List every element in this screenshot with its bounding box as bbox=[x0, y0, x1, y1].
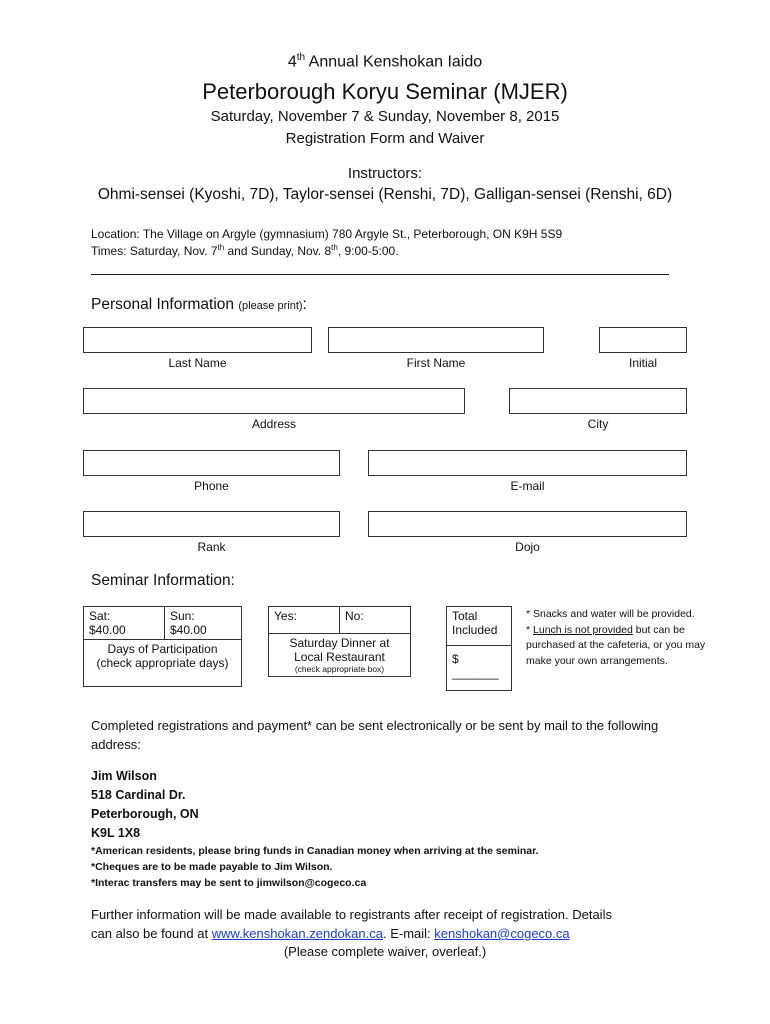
dinner-no-label: No: bbox=[345, 609, 364, 623]
times-line bbox=[91, 243, 399, 258]
personal-info-note: (please print) bbox=[238, 300, 303, 312]
edition-suffix: th bbox=[296, 52, 306, 63]
times-sup-1: th bbox=[217, 243, 225, 252]
dinner-yes-label: Yes: bbox=[274, 609, 297, 623]
phone-label: Phone bbox=[194, 479, 229, 493]
sat-price: $40.00 bbox=[89, 623, 126, 637]
rank-label: Rank bbox=[197, 540, 226, 554]
email-label: E-mail bbox=[510, 479, 545, 493]
dinner-caption-line3: (check appropriate box) bbox=[294, 664, 385, 674]
website-link[interactable]: www.kenshokan.zendokan.ca bbox=[211, 926, 383, 941]
first-name-field[interactable] bbox=[328, 327, 544, 353]
further-info-mid: . E-mail: bbox=[382, 926, 435, 941]
instructors-heading: Instructors: bbox=[347, 165, 423, 182]
last-name-field[interactable] bbox=[83, 327, 312, 353]
total-label-cell bbox=[447, 607, 512, 646]
further-info bbox=[91, 905, 731, 943]
personal-info-heading bbox=[91, 296, 307, 314]
mailing-address bbox=[91, 767, 199, 843]
payment-notes bbox=[91, 843, 539, 891]
snacks-lunch-note bbox=[526, 607, 716, 669]
phone-field[interactable] bbox=[83, 450, 340, 476]
city-field[interactable] bbox=[509, 388, 687, 414]
rank-field[interactable] bbox=[83, 511, 340, 537]
payment-paragraph: Completed registrations and payment* can be sent electronically or be sent by mail to the following address: bbox=[91, 718, 659, 752]
times-text-a: Times: Saturday, Nov. 7 bbox=[91, 244, 218, 258]
total-amount-cell[interactable] bbox=[447, 646, 512, 691]
sun-label: Sun: bbox=[170, 609, 195, 623]
payment-note: *Interac transfers may be sent to jimwilson@cogeco.ca bbox=[91, 877, 367, 889]
lunch-note-prefix: * bbox=[526, 623, 534, 636]
edition-text: Annual Kenshokan Iaido bbox=[308, 53, 483, 71]
instructors-list: Ohmi-sensei (Kyoshi, 7D), Taylor-sensei (Renshi, 7D), Galligan-sensei (Renshi, 6D) bbox=[97, 186, 673, 203]
days-caption bbox=[84, 640, 242, 687]
email-link[interactable]: kenshokan@cogeco.ca bbox=[434, 926, 570, 941]
dinner-no-cell[interactable] bbox=[340, 607, 411, 634]
sun-checkbox-cell[interactable] bbox=[165, 607, 242, 640]
address-field[interactable] bbox=[83, 388, 465, 414]
days-caption-line1: Days of Participation bbox=[107, 642, 218, 656]
lunch-note-underlined: Lunch is not provided bbox=[533, 623, 633, 636]
last-name-label: Last Name bbox=[168, 356, 227, 370]
initial-label: Initial bbox=[628, 356, 657, 370]
event-dates: Saturday, November 7 & Sunday, November 8, 2015 bbox=[210, 108, 560, 125]
further-info-line2 bbox=[91, 924, 731, 943]
further-info-prefix: can also be found at bbox=[91, 926, 212, 941]
sat-label: Sat: bbox=[89, 609, 111, 623]
address-line: Jim Wilson bbox=[91, 769, 157, 783]
dinner-yes-cell[interactable] bbox=[269, 607, 340, 634]
total-blank: _______ bbox=[452, 666, 499, 680]
initial-field[interactable] bbox=[599, 327, 687, 353]
payment-note: *Cheques are to be made payable to Jim Wilson. bbox=[91, 861, 333, 873]
sun-price: $40.00 bbox=[170, 623, 207, 637]
total-table bbox=[446, 606, 512, 691]
total-label-line1: Total bbox=[452, 609, 478, 623]
dojo-label: Dojo bbox=[515, 540, 540, 554]
lunch-note bbox=[526, 623, 716, 670]
payment-note: *American residents, please bring funds in Canadian money when arriving at the seminar. bbox=[91, 845, 539, 857]
times-text-b: and Sunday, Nov. 8 bbox=[224, 244, 332, 258]
times-sup-2: th bbox=[331, 243, 338, 252]
times-text-c: , 9:00-5:00. bbox=[337, 244, 399, 258]
email-field[interactable] bbox=[368, 450, 687, 476]
address-label: Address bbox=[251, 417, 297, 431]
sat-checkbox-cell[interactable] bbox=[84, 607, 165, 640]
form-title: Registration Form and Waiver bbox=[285, 130, 485, 147]
dinner-caption-line1: Saturday Dinner at bbox=[289, 636, 390, 650]
location-line: Location: The Village on Argyle (gymnasium) 780 Argyle St., Peterborough, ON K9H 5S9 bbox=[91, 227, 563, 241]
further-info-line1: Further information will be made available to registrants after receipt of registration. Details bbox=[91, 907, 612, 922]
days-caption-line2: (check appropriate days) bbox=[96, 656, 229, 670]
total-currency: $ bbox=[452, 652, 459, 666]
address-line: Peterborough, ON bbox=[91, 807, 199, 821]
city-label: City bbox=[587, 417, 609, 431]
edition-number: 4 bbox=[287, 53, 297, 71]
dojo-field[interactable] bbox=[368, 511, 687, 537]
dinner-caption bbox=[269, 634, 411, 677]
total-label-line2: Included bbox=[452, 623, 498, 637]
seminar-info-heading: Seminar Information: bbox=[91, 572, 235, 589]
event-edition bbox=[0, 52, 770, 71]
snacks-note: * Snacks and water will be provided. bbox=[526, 608, 695, 620]
days-table bbox=[83, 606, 242, 687]
dinner-caption-line2: Local Restaurant bbox=[294, 650, 385, 664]
waiver-note: (Please complete waiver, overleaf.) bbox=[283, 944, 487, 959]
address-line: 518 Cardinal Dr. bbox=[91, 788, 186, 802]
address-line: K9L 1X8 bbox=[91, 826, 141, 840]
personal-info-colon: : bbox=[302, 296, 307, 313]
divider bbox=[91, 274, 669, 275]
dinner-table bbox=[268, 606, 411, 677]
page-title: Peterborough Koryu Seminar (MJER) bbox=[202, 79, 568, 104]
first-name-label: First Name bbox=[406, 356, 466, 370]
personal-info-title: Personal Information bbox=[91, 296, 235, 313]
lunch-note-rest: but can be purchased at the cafeteria, or you may make your own arrangements. bbox=[526, 623, 706, 667]
